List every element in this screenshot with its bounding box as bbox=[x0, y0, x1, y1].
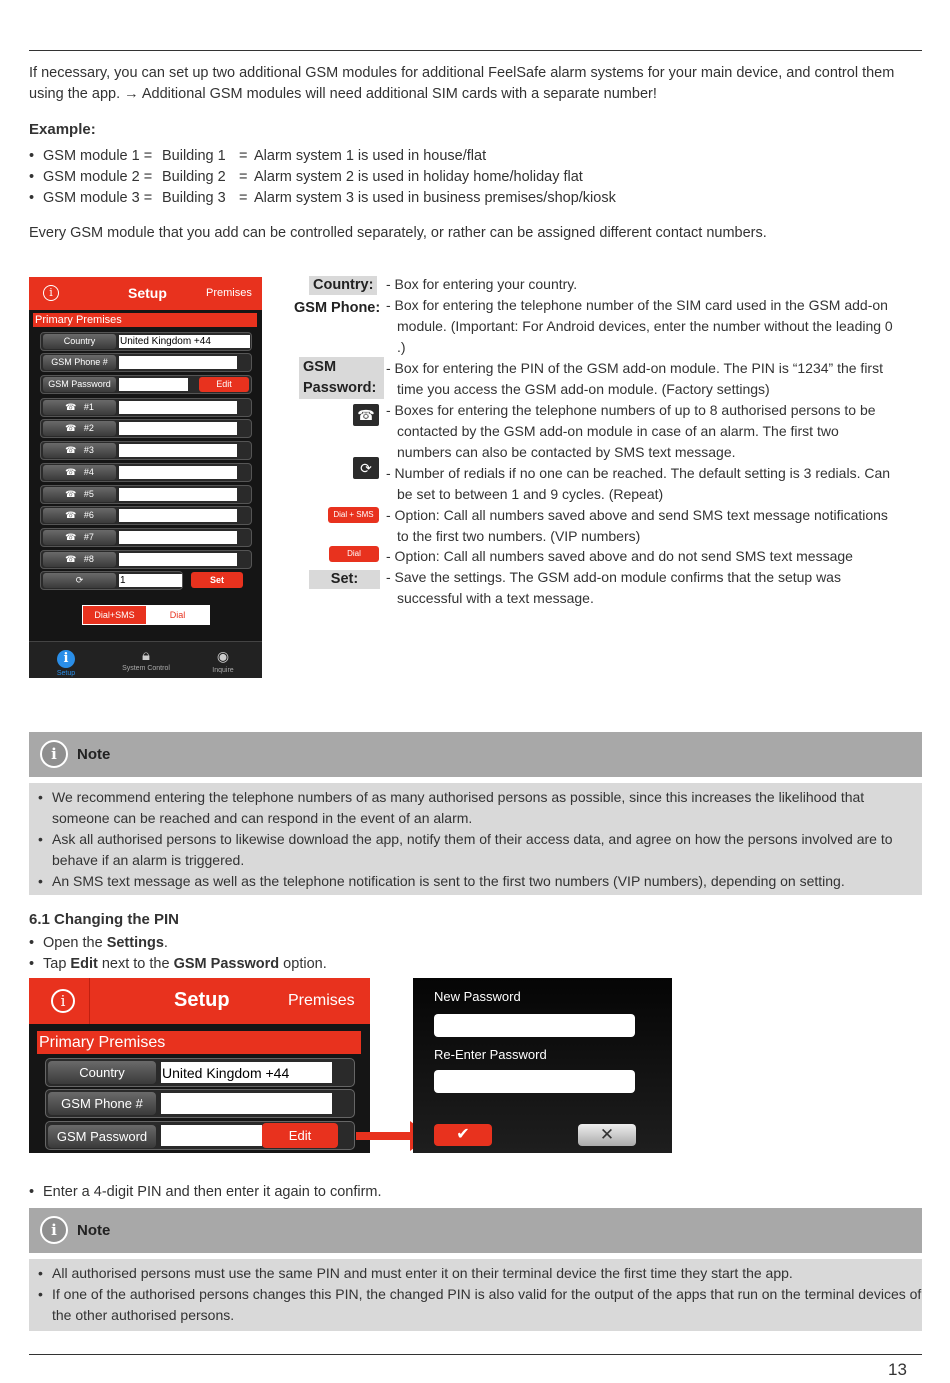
note-header bbox=[29, 732, 922, 777]
contact-input[interactable] bbox=[119, 401, 237, 414]
premises-button[interactable]: Premises bbox=[206, 287, 252, 299]
phone-icon: ☎ bbox=[65, 489, 77, 499]
country-input[interactable]: United Kingdom +44 bbox=[119, 335, 250, 348]
every-module-text: Every GSM module that you add can be controlled separately, or rather can be assigned different contact numbers. bbox=[29, 225, 767, 241]
contact-slot-label: ☎ #2 bbox=[43, 421, 116, 436]
gsm-phone-row bbox=[40, 353, 252, 372]
gsm-password-input[interactable] bbox=[119, 378, 188, 391]
confirm-button[interactable] bbox=[434, 1124, 492, 1146]
phone-icon: ☎ bbox=[65, 532, 77, 542]
header-bar bbox=[29, 978, 370, 1024]
list-item: • GSM module 1 = Building 1 = Alarm system 1 is used in house/flat bbox=[29, 146, 616, 167]
info-icon[interactable]: i bbox=[43, 285, 59, 301]
gsm-password-desc: - Box for entering the PIN of the GSM add-on module. The PIN is “1234” the first time you access the GSM add-on module. (Factory settings) bbox=[386, 360, 883, 397]
gsm-phone-input[interactable] bbox=[161, 1093, 332, 1114]
contact-slot-label: ☎ #4 bbox=[43, 465, 116, 480]
tab-system-control[interactable]: 🔒︎ System Control bbox=[111, 642, 181, 672]
primary-premises-label: Primary Premises bbox=[33, 313, 257, 327]
set-key: Set: bbox=[309, 570, 380, 589]
note-title: Note bbox=[77, 1222, 111, 1239]
tab-inquire[interactable]: ◉ Inquire bbox=[188, 642, 258, 674]
note-body bbox=[29, 783, 922, 895]
country-label: Country bbox=[48, 1061, 156, 1084]
reenter-password-label: Re-Enter Password bbox=[434, 1047, 547, 1062]
example-heading: Example: bbox=[29, 121, 96, 138]
list-item: • If one of the authorised persons changes this PIN, the changed PIN is also valid for the output of the apps that run on the terminal devices of the other authorised persons. bbox=[38, 1284, 922, 1326]
contact-slot-label: ☎ #3 bbox=[43, 443, 116, 458]
country-label: Country bbox=[43, 334, 116, 349]
gsm-phone-label: GSM Phone # bbox=[48, 1092, 156, 1115]
gsm-password-row bbox=[40, 375, 252, 394]
contact-input[interactable] bbox=[119, 553, 237, 566]
gsm-password-row bbox=[45, 1121, 355, 1150]
set-desc: - Save the settings. The GSM add-on module confirms that the setup was successful with a text message. bbox=[386, 569, 841, 606]
intro-line-1: If necessary, you can set up two additional GSM modules for additional FeelSafe alarm systems for your main device, and control them bbox=[29, 65, 895, 81]
edit-button[interactable]: Edit bbox=[199, 377, 249, 392]
contact-input[interactable] bbox=[119, 422, 237, 435]
arrow-icon bbox=[356, 1132, 410, 1140]
list-item: • GSM module 3 = Building 3 = Alarm system 3 is used in business premises/shop/kiosk bbox=[29, 188, 616, 209]
bottom-rule bbox=[29, 1354, 922, 1355]
premises-button[interactable]: Premises bbox=[288, 992, 355, 1009]
gsm-password-input[interactable] bbox=[161, 1125, 262, 1146]
list-item: • We recommend entering the telephone numbers of as many authorised persons as possible, since this increases the likelihood that someone can be reached and can respond in the event of an alarm. bbox=[38, 787, 922, 829]
edit-button[interactable]: Edit bbox=[262, 1123, 338, 1148]
steps-list bbox=[29, 933, 327, 975]
contact-row bbox=[40, 419, 252, 438]
info-icon: i bbox=[40, 1216, 68, 1244]
header-bar bbox=[29, 277, 262, 310]
gsm-phone-key: GSM Phone: bbox=[290, 299, 384, 318]
password-screenshot bbox=[413, 978, 672, 1153]
info-icon[interactable]: i bbox=[51, 989, 75, 1013]
contact-row bbox=[40, 441, 252, 460]
list-item: • Ask all authorised persons to likewise download the app, notify them of their access data, and agree on how the persons involved are to behave if an alarm is triggered. bbox=[38, 829, 922, 871]
country-row bbox=[40, 332, 252, 351]
note-title: Note bbox=[77, 746, 111, 763]
dial-button-sample: Dial bbox=[329, 546, 379, 562]
contact-row bbox=[40, 485, 252, 504]
gsm-phone-input[interactable] bbox=[119, 356, 237, 369]
contact-input[interactable] bbox=[119, 466, 237, 479]
step3-list bbox=[29, 1182, 382, 1203]
setup-title: Setup bbox=[128, 285, 167, 301]
country-key: Country: bbox=[309, 276, 377, 295]
country-row bbox=[45, 1058, 355, 1087]
checkmark-icon: ✔ bbox=[456, 1126, 470, 1143]
new-password-input[interactable] bbox=[434, 1014, 635, 1037]
dial-sms-option[interactable]: Dial+SMS bbox=[83, 606, 146, 624]
phone-icon: ☎ bbox=[65, 467, 77, 477]
phone-numbers-desc: - Boxes for entering the telephone numbers of up to 8 authorised persons to be contacted by the GSM add-on module in case of an alarm. The first two numbers can also be contacted by SMS text message. bbox=[386, 402, 876, 460]
example-list bbox=[29, 146, 616, 209]
contact-row bbox=[40, 506, 252, 525]
list-item: • Tap Edit next to the GSM Password option. bbox=[29, 954, 327, 975]
list-item: • GSM module 2 = Building 2 = Alarm system 2 is used in holiday home/holiday flat bbox=[29, 167, 616, 188]
new-password-label: New Password bbox=[434, 989, 521, 1004]
gsm-phone-row bbox=[45, 1089, 355, 1118]
reenter-password-input[interactable] bbox=[434, 1070, 635, 1093]
list-item: • Enter a 4-digit PIN and then enter it again to confirm. bbox=[29, 1182, 382, 1203]
info-icon: i bbox=[57, 650, 75, 668]
dial-option[interactable]: Dial bbox=[169, 610, 186, 620]
note-body bbox=[29, 1259, 922, 1331]
list-item: • All authorised persons must use the same PIN and must enter it on their terminal device the first time they start the app. bbox=[38, 1263, 922, 1284]
country-input[interactable]: United Kingdom +44 bbox=[161, 1062, 332, 1083]
setup-title: Setup bbox=[174, 989, 230, 1011]
contact-slot-label: ☎ #8 bbox=[43, 552, 116, 567]
set-button[interactable]: Set bbox=[191, 572, 243, 588]
setup-screenshot bbox=[29, 978, 370, 1153]
dial-sms-button-sample: Dial + SMS bbox=[328, 507, 379, 523]
redial-icon: ⟳ bbox=[43, 573, 116, 588]
redial-row bbox=[40, 571, 183, 590]
dial-desc: - Option: Call all numbers saved above and do not send SMS text message bbox=[386, 548, 853, 564]
contact-slot-label: ☎ #7 bbox=[43, 530, 116, 545]
contact-input[interactable] bbox=[119, 444, 237, 457]
contact-input[interactable] bbox=[119, 509, 237, 522]
close-icon: ✕ bbox=[599, 1125, 615, 1144]
phone-icon: ☎ bbox=[353, 404, 379, 426]
phone-icon: ☎ bbox=[65, 423, 77, 433]
contact-input[interactable] bbox=[119, 488, 237, 501]
cancel-button[interactable] bbox=[578, 1124, 636, 1146]
list-item: • Open the Settings. bbox=[29, 933, 327, 954]
contact-row bbox=[40, 550, 252, 569]
top-rule bbox=[29, 50, 922, 51]
phone-icon: ☎ bbox=[65, 510, 77, 520]
setup-screen-mockup bbox=[29, 277, 262, 678]
gsm-phone-desc: - Box for entering the telephone number of the SIM card used in the GSM add-on module. (Important: For Android devices, enter the number without the leading 0 .) bbox=[386, 297, 893, 355]
redial-input[interactable]: 1 bbox=[119, 574, 182, 587]
info-icon: i bbox=[40, 740, 68, 768]
contact-row bbox=[40, 528, 252, 547]
contact-slot-label: ☎ #5 bbox=[43, 487, 116, 502]
tab-bar bbox=[29, 641, 262, 678]
eye-icon: ◉ bbox=[216, 648, 230, 664]
country-desc: - Box for entering your country. bbox=[386, 276, 578, 292]
tab-setup[interactable]: i Setup bbox=[56, 651, 76, 677]
gsm-phone-label: GSM Phone # bbox=[43, 355, 116, 370]
contact-row bbox=[40, 463, 252, 482]
section-heading: 6.1 Changing the PIN bbox=[29, 911, 180, 928]
contact-slot-label: ☎ #6 bbox=[43, 508, 116, 523]
phone-icon: ☎ bbox=[65, 445, 77, 455]
contact-row bbox=[40, 398, 252, 417]
dial-mode-toggle bbox=[82, 605, 210, 625]
phone-icon: ☎ bbox=[65, 402, 77, 412]
dial-sms-desc: - Option: Call all numbers saved above and send SMS text message notifications to the first two numbers. (VIP numbers) bbox=[386, 507, 888, 544]
note-header bbox=[29, 1208, 922, 1253]
redial-icon: ⟳ bbox=[353, 457, 379, 479]
gsm-password-key: GSM Password: bbox=[299, 357, 384, 399]
list-item: • An SMS text message as well as the telephone notification is sent to the first two numbers (VIP numbers), depending on setting. bbox=[38, 871, 922, 892]
contact-input[interactable] bbox=[119, 531, 237, 544]
page-number: 13 bbox=[888, 1360, 907, 1379]
primary-premises-label: Primary Premises bbox=[37, 1031, 361, 1054]
phone-icon: ☎ bbox=[65, 554, 77, 564]
contact-slot-label: ☎ #1 bbox=[43, 400, 116, 415]
redial-desc: - Number of redials if no one can be reached. The default setting is 3 redials. Can be set to between 1 and 9 cycles. (Repeat) bbox=[386, 465, 891, 502]
gsm-password-label: GSM Password bbox=[48, 1125, 156, 1148]
intro-line-2: using the app. → Additional GSM modules will need additional SIM cards with a separate number! bbox=[29, 86, 657, 102]
lock-icon: 🔒︎ bbox=[142, 647, 150, 664]
gsm-password-label: GSM Password bbox=[43, 377, 116, 392]
